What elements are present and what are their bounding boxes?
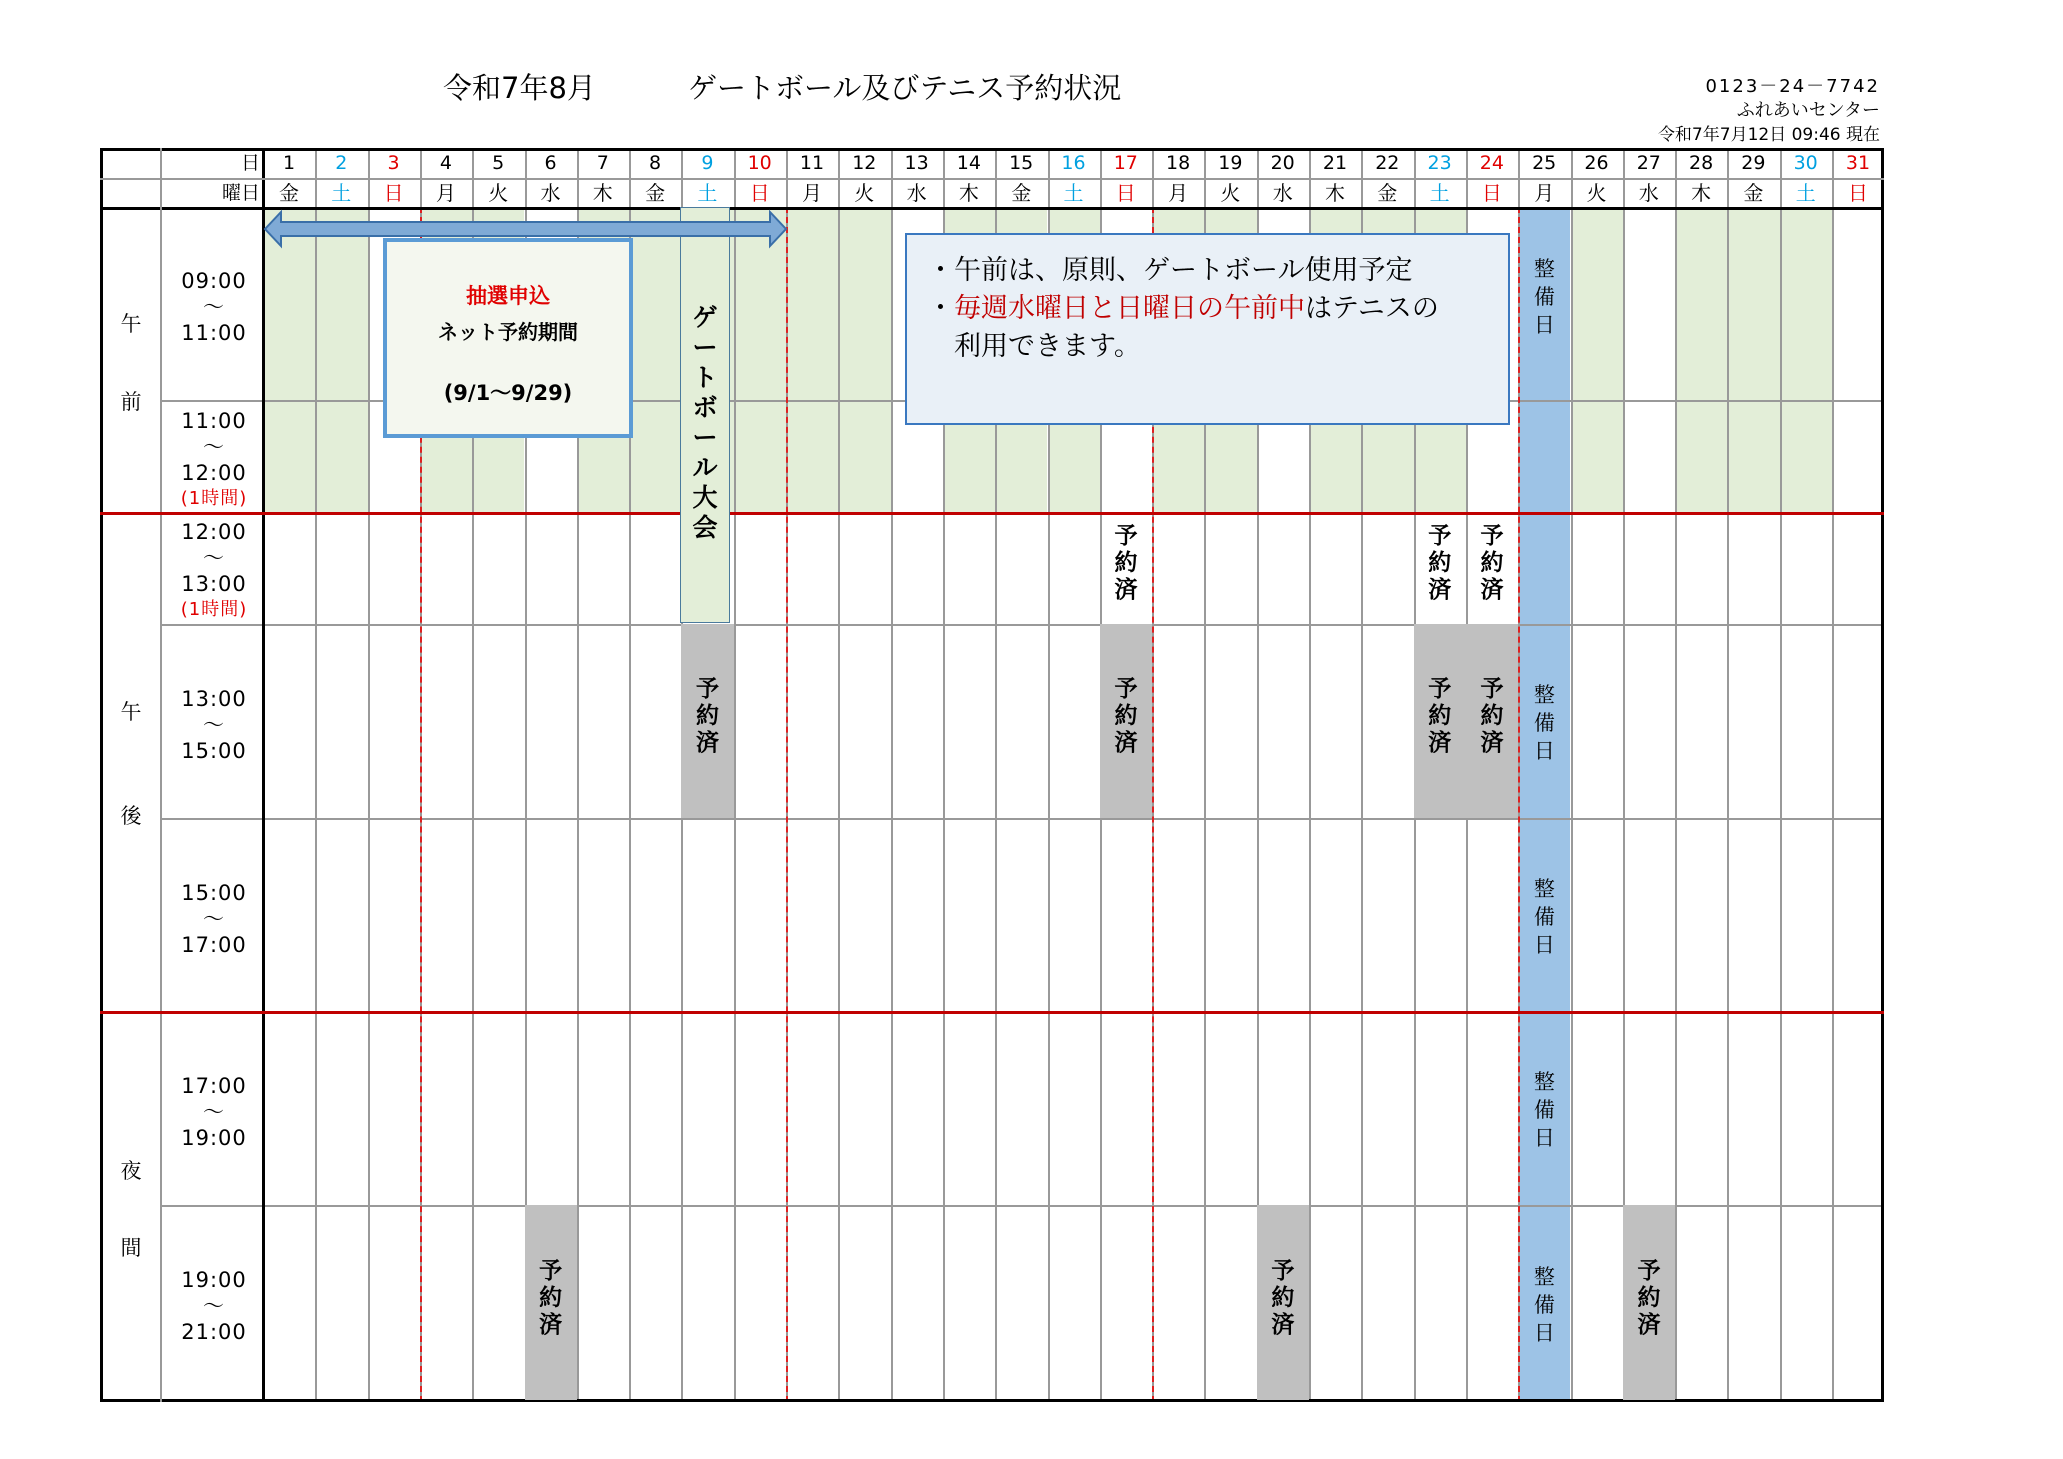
day-number: 21 [1322,152,1348,174]
day-number: 24 [1479,152,1504,174]
reserved-label: 予 約 済 [1428,523,1452,603]
lottery-box [383,238,633,438]
reserved-cell [1257,1205,1309,1400]
weekday-name: 火 [1220,181,1241,205]
weekday-name: 土 [331,181,352,205]
day-number: 20 [1270,152,1295,174]
day-number: 27 [1636,152,1661,174]
reserved-cell [681,624,733,818]
maintenance-label: 整 備 日 [1533,1264,1555,1345]
maintenance-label: 整 備 日 [1533,876,1555,957]
reserved-label: 予 約 済 [539,1257,563,1338]
day-number: 16 [1061,152,1086,174]
weekday-name: 月 [802,181,822,205]
segment-am-1: 午 [120,312,142,336]
day-number: 9 [701,152,714,174]
time-slot-1200: 12:00 ～ 13:00 (1時間) [180,520,248,620]
reserved-cell [1623,1205,1675,1400]
pm-night-divider [100,1011,1884,1014]
day-number: 11 [799,152,825,174]
reserved-label: 予 約 済 [1114,676,1138,756]
lottery-title: 抽選申込 [466,284,550,308]
time-slot-1700: 17:00 ～ 19:00 [181,1074,247,1150]
day-number: 31 [1845,152,1871,174]
day-number: 2 [335,152,348,174]
day-number: 23 [1427,152,1452,174]
day-number: 17 [1113,152,1138,174]
phone-number: 0123－24－7742 [1705,76,1880,97]
time-slot-1900: 19:00 ～ 21:00 [181,1268,247,1344]
segment-night-1: 夜 [120,1159,142,1183]
lottery-subtitle: ネット予約期間 [438,320,578,344]
weekday-header-label: 曜日 [221,182,260,204]
weekday-name: 木 [958,181,979,205]
weekday-name: 土 [1429,181,1450,205]
weekday-name: 日 [749,181,770,205]
gateball-tournament-label: ゲ ー ト ボ ー ル 大 会 [692,303,718,542]
day-number: 7 [596,152,609,174]
day-number: 22 [1375,152,1400,174]
day-number: 8 [649,152,662,174]
weekday-name: 日 [383,181,404,205]
weekday-name: 土 [1795,181,1816,205]
weekday-name: 木 [592,181,613,205]
info-note-box [905,233,1510,425]
day-number: 10 [747,152,772,174]
weekday-name: 水 [540,181,561,205]
day-number: 18 [1166,152,1191,174]
weekday-name: 木 [1325,181,1345,205]
weekday-name: 火 [1586,181,1607,205]
reserved-cell [1466,512,1518,624]
day-number: 3 [387,152,400,174]
reserved-label: 予 約 済 [1114,523,1138,603]
maintenance-label: 整 備 日 [1533,1070,1555,1150]
day-number: 12 [852,152,877,174]
time-slot-1300: 13:00 ～ 15:00 [181,687,247,763]
weekday-name: 日 [1115,181,1136,205]
reserved-label: 予 約 済 [1480,523,1504,603]
center-name: ふれあいセンター [1736,100,1880,121]
weekday-name: 金 [279,181,299,205]
day-number: 6 [544,152,557,174]
info-line-2: ・毎週水曜日と日曜日の午前中はテニスの [927,293,1439,324]
weekday-name: 金 [1377,181,1398,205]
weekday-name: 土 [1063,181,1084,205]
day-number: 30 [1793,152,1818,174]
time-slot-1500: 15:00 ～ 17:00 [181,881,247,957]
reserved-cell [1100,624,1152,818]
weekday-name: 月 [435,181,456,205]
weekday-name: 月 [1534,181,1555,205]
day-number: 19 [1218,152,1243,174]
weekday-name: 水 [906,181,927,205]
reserved-label: 予 約 済 [1428,676,1452,756]
reserved-label: 予 約 済 [696,676,720,756]
gateball-tournament-box [680,207,730,623]
maintenance-label: 整 備 日 [1533,257,1555,337]
weekday-name: 金 [1743,181,1764,205]
day-number: 29 [1741,152,1766,174]
day-number: 14 [956,152,981,174]
day-number: 25 [1532,152,1557,174]
page-title: ゲートボール及びテニス予約状況 [688,71,1122,105]
segment-pm-1: 午 [120,700,142,724]
am-pm-divider [100,512,1884,515]
weekday-name: 土 [697,181,718,205]
day-number: 28 [1689,152,1714,174]
lottery-period: (9/1～9/29) [443,381,573,405]
reserved-cell [1414,512,1466,624]
weekday-name: 火 [488,181,509,205]
maintenance-label: 整 備 日 [1533,683,1555,763]
time-slot-1100: 11:00 ～ 12:00 (1時間) [180,409,248,509]
segment-night-2: 間 [120,1236,142,1260]
as-of-date: 令和7年7月12日 09:46 現在 [1657,125,1880,145]
day-number: 1 [282,152,296,174]
day-number: 15 [1009,152,1034,174]
weekday-name: 金 [645,181,666,205]
day-number: 26 [1584,152,1609,174]
title-month: 令和7年8月 [443,71,596,105]
weekday-name: 日 [1481,181,1502,205]
day-number: 4 [439,152,452,174]
info-line-3: 利用できます。 [954,331,1141,362]
weekday-name: 水 [1638,181,1659,205]
weekday-name: 金 [1011,181,1032,205]
reserved-label: 予 約 済 [1637,1257,1661,1338]
segment-am-2: 前 [120,390,142,414]
time-slot-0900: 09:00 ～ 11:00 [181,269,247,345]
day-number: 13 [904,152,929,174]
day-header-label: 日 [240,152,260,174]
segment-pm-2: 後 [120,804,142,828]
day-number: 5 [492,152,505,174]
weekday-name: 火 [854,181,875,205]
reserved-cell [1100,512,1152,624]
reserved-label: 予 約 済 [1480,676,1504,756]
weekday-name: 水 [1272,181,1293,205]
weekday-name: 木 [1691,181,1712,205]
weekday-name: 日 [1848,181,1868,205]
reserved-cell [1414,624,1466,818]
info-line-1: ・午前は、原則、ゲートボール使用予定 [927,255,1413,286]
reserved-cell [1466,624,1518,818]
reserved-cell [525,1205,577,1400]
weekday-name: 月 [1168,181,1189,205]
reserved-label: 予 約 済 [1271,1257,1295,1338]
